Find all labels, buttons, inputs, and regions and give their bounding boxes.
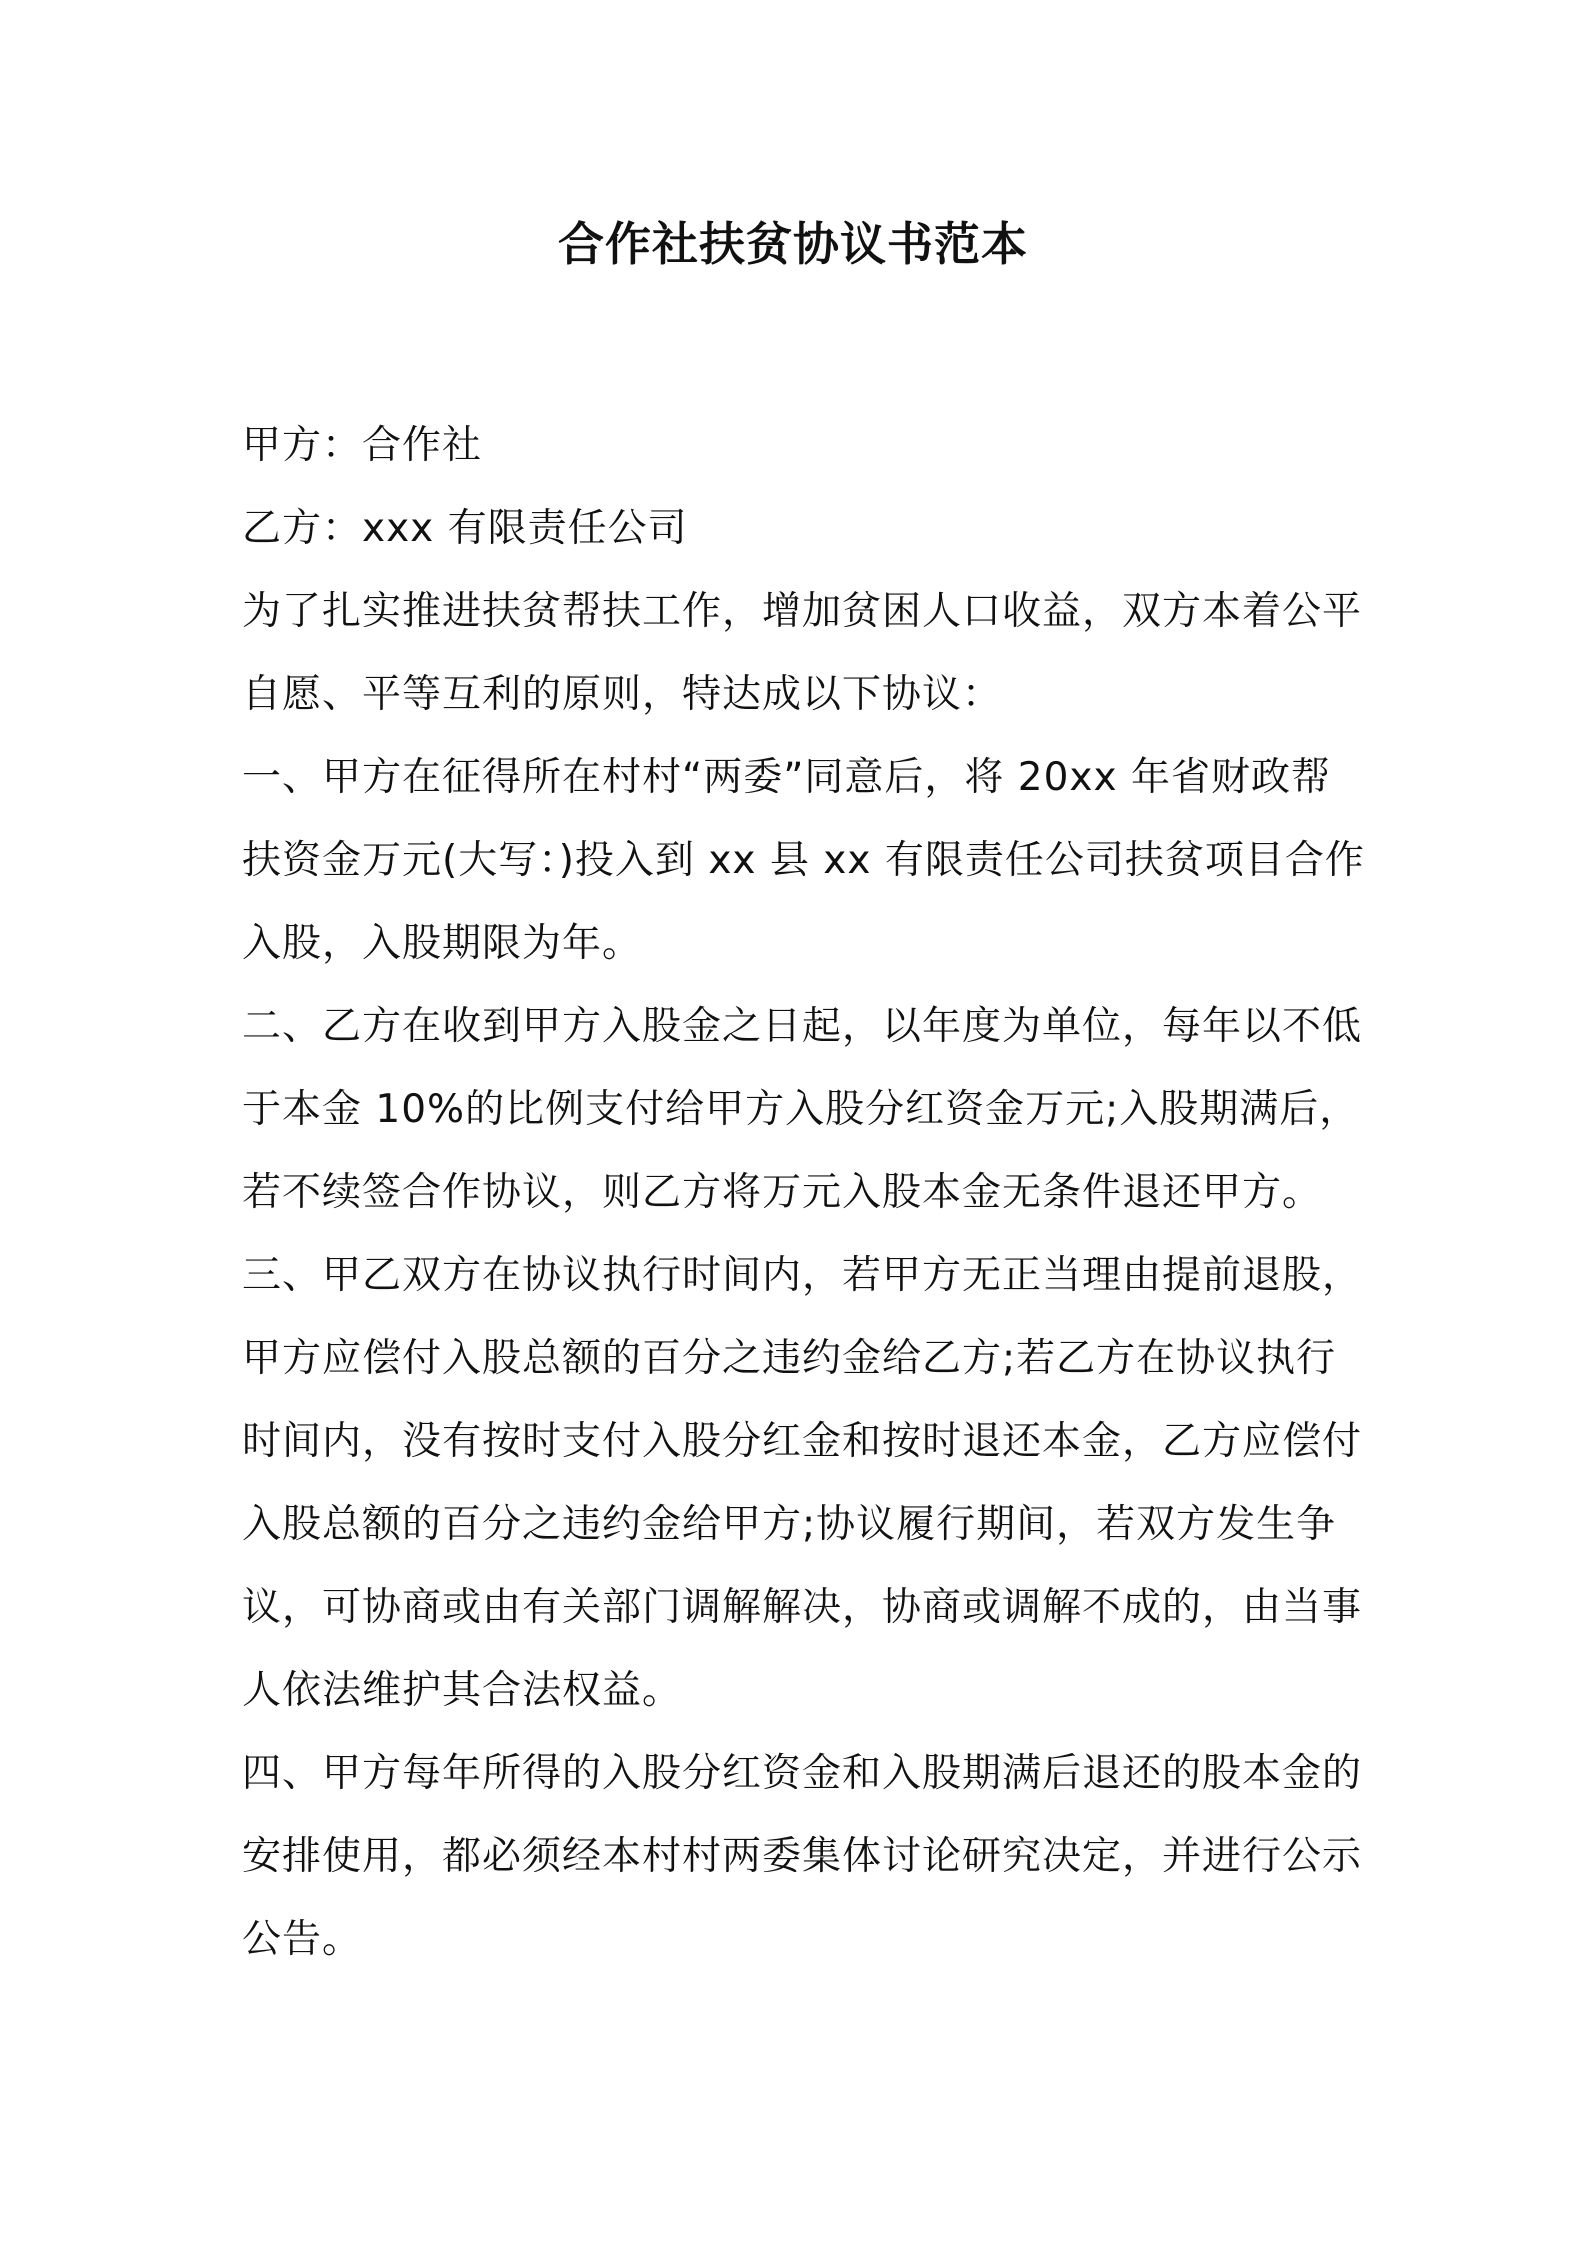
text-line: 若不续签合作协议，则乙方将万元入股本金无条件退还甲方。 bbox=[242, 1170, 1323, 1215]
text-line: 议，可协商或由有关部门调解解决，协商或调解不成的，由当事 bbox=[242, 1585, 1363, 1630]
clause-4-paragraph bbox=[242, 1732, 1363, 1981]
text-line: 于本金 10%的比例支付给甲方入股分红资金万元;入股期满后， bbox=[242, 1087, 1360, 1132]
text-line: 入股，入股期限为年。 bbox=[242, 921, 643, 966]
text-line: 三、甲乙双方在协议执行时间内，若甲方无正当理由提前退股， bbox=[242, 1253, 1363, 1298]
text-line: 扶资金万元(大写：)投入到 xx 县 xx 有限责任公司扶贫项目合作 bbox=[242, 838, 1365, 883]
text-line: 乙方：xxx 有限责任公司 bbox=[242, 506, 688, 551]
text-line: 人依法维护其合法权益。 bbox=[242, 1668, 683, 1713]
clause-3-paragraph bbox=[242, 1234, 1363, 1732]
document-body bbox=[242, 404, 1365, 1981]
text-line: 入股总额的百分之违约金给甲方;协议履行期间，若双方发生争 bbox=[242, 1502, 1337, 1547]
party-b-line bbox=[242, 487, 1352, 570]
party-a-line bbox=[242, 404, 1352, 487]
document-title: 合作社扶贫协议书范本 bbox=[558, 217, 1028, 271]
text-line: 自愿、平等互利的原则，特达成以下协议： bbox=[242, 672, 1003, 717]
text-line: 二、乙方在收到甲方入股金之日起，以年度为单位，每年以不低 bbox=[242, 1004, 1363, 1049]
text-line: 安排使用，都必须经本村村两委集体讨论研究决定，并进行公示 bbox=[242, 1834, 1363, 1879]
text-line: 一、甲方在征得所在村村“两委”同意后，将 20xx 年省财政帮 bbox=[242, 755, 1331, 800]
text-line: 为了扎实推进扶贫帮扶工作，增加贫困人口收益，双方本着公平 bbox=[242, 589, 1363, 634]
text-line: 时间内，没有按时支付入股分红金和按时退还本金，乙方应偿付 bbox=[242, 1419, 1363, 1464]
clause-1-paragraph bbox=[242, 736, 1365, 985]
intro-paragraph bbox=[242, 570, 1363, 736]
clause-2-paragraph bbox=[242, 985, 1363, 1234]
text-line: 甲方应偿付入股总额的百分之违约金给乙方;若乙方在协议执行 bbox=[242, 1336, 1337, 1381]
text-line: 四、甲方每年所得的入股分红资金和入股期满后退还的股本金的 bbox=[242, 1751, 1363, 1796]
text-line: 公告。 bbox=[242, 1917, 363, 1962]
text-line: 甲方：合作社 bbox=[242, 423, 483, 468]
